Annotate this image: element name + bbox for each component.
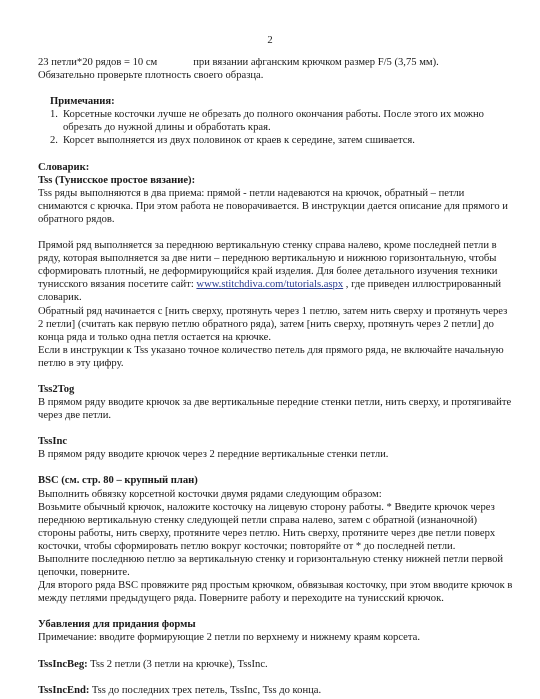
tss-paragraph-3: Обратный ряд начинается с [нить сверху, протянуть через 1 петлю, затем нить сверху и протянуть через 2 петли] (считать как первую петлю обратного ряда), затем [нить сверху, протянуть через 2 петли] до конца ряда и только одна петля остается на крючке. (38, 305, 508, 343)
list-item-number: 1. (50, 109, 58, 121)
list-item (50, 108, 513, 134)
tssinc-title: TssInc (38, 436, 68, 448)
tssincend-line (38, 684, 513, 697)
stitchdiva-link[interactable]: www.stitchdiva.com/tutorials.aspx (196, 279, 344, 291)
tss-paragraph-2-tail: , где приведен иллюстрированный словарик. (38, 279, 502, 304)
list-item (50, 134, 513, 147)
gauge-line (38, 56, 513, 69)
bsc-title: BSC (см. стр. 80 – крупный план) (38, 475, 198, 487)
tssincend-title: TssIncEnd: (38, 684, 90, 696)
tssincbeg-text: Tss 2 петли (3 петли на крючке), TssInc. (87, 658, 268, 670)
gauge-note: Обязательно проверьте плотность своего образца. (38, 70, 264, 82)
decreases-note: Примечание: вводите формирующие 2 петли по верхнему и нижнему краям корсета. (38, 632, 420, 644)
page-number: 2 (267, 35, 273, 46)
notes-heading: Примечания: (50, 96, 115, 108)
bsc-paragraph-3: Выполните последнюю петлю за вертикальную стенку и горизонтальную стенку нижней петли первой цепочки, поверните. (38, 554, 504, 579)
list-item-text: Корсет выполняется из двух половинок от краев к середине, затем сшивается. (63, 135, 415, 147)
tss-paragraph-2-text: Прямой ряд выполняется за переднюю вертикальную стенку справа налево, кроме последней петли в ряду, которая выполняется за две нити – переднюю вертикальную и нижнюю горизонтальную, чтобы сформировать плотный, не деформирующийся край изделия. Для более детального изучения техники тунисского вязания посетите сайт: (38, 240, 498, 291)
notes-list (38, 108, 513, 147)
glossary-heading: Словарик: (38, 161, 90, 173)
tss-paragraph-1: Tss ряды выполняются в два приема: прямой - петли надеваются на крючок, обратный – петли снимаются с крючка. При этом работа не поворачивается. В инструкции дается описание для прямого и обратного рядов. (38, 187, 508, 225)
tss-title: Tss (Тунисское простое вязание): (38, 174, 196, 186)
gauge-count: 23 петли*20 рядов = 10 см (38, 57, 158, 68)
bsc-paragraph-1: Выполнить обвязку корсетной косточки двумя рядами следующим образом: (38, 488, 382, 500)
gauge-hook: при вязании афганским крючком размер F/5 (3,75 мм). (193, 57, 439, 68)
tssincbeg-title: TssIncBeg: (38, 658, 88, 670)
tssinc-text: В прямом ряду вводите крючок через 2 передние вертикальные стенки петли. (38, 449, 389, 461)
list-item-number: 2. (50, 135, 58, 147)
tss2tog-title: Tss2Tog (38, 383, 75, 395)
page-content (38, 56, 513, 697)
tss-paragraph-4: Если в инструкции к Tss указано точное количество петель для прямого ряда, не включайте начальную петлю в эту цифру. (38, 344, 504, 369)
tss2tog-text: В прямом ряду вводите крючок за две вертикальные передние стенки петли, нить сверху, и протягивайте через две петли. (38, 397, 512, 422)
list-item-text: Корсетные косточки лучше не обрезать до полного окончания работы. После этого их можно обрезать до нужной длины и обработать края. (63, 109, 484, 134)
tssincend-text: Tss до последних трех петель, TssInc, Tss до конца. (89, 684, 322, 696)
bsc-paragraph-2: Возьмите обычный крючок, наложите косточку на лицевую сторону работы. * Введите крючок через переднюю вертикальную стенку следующей петли справа налево, затем с обратной (изнаночной) стороны работы, нить сверху, протяните через петлю. Нить сверху, протяните через две петли поверх косточки, чтобы сформировать петлю вокруг косточки; повторяйте от * до последней петли. (38, 501, 496, 552)
decreases-heading: Убавления для придания формы (38, 619, 196, 631)
tssincbeg-line (38, 658, 513, 671)
tss-paragraph-2 (38, 239, 513, 304)
bsc-paragraph-4: Для второго ряда BSC провяжите ряд простым крючком, обвязывая косточку, при этом вводите крючок в между петлями предыдущего ряда. Поверните работу и переходите на тунисский крючок. (38, 580, 513, 605)
